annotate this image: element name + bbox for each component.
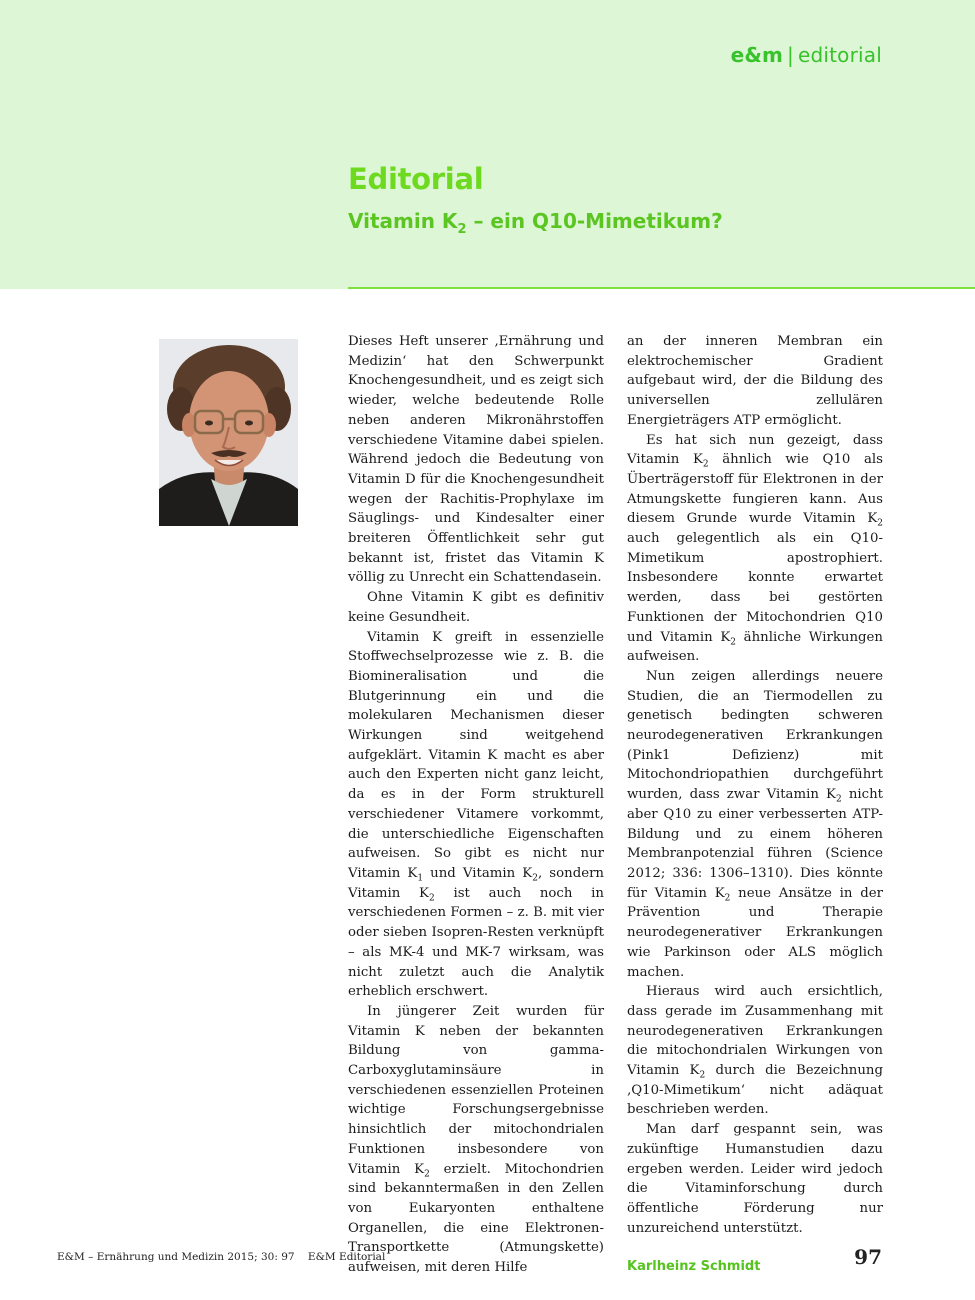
section-name: editorial [797, 43, 882, 67]
paragraph: Vitamin K greift in essenzielle Stoffwechselprozesse wie z. B. die Biomineralisation und die Blutgerinnung ein und die molekularen Mechanismen dieser Wirkungen sind weitgehend aufgeklärt. Vitamin K macht es aber auch den Experten nicht ganz leicht, da es in der Form strukturell verschiedener Vitamere vorkommt, die unterschiedliche Eigenschaften aufweisen. So gibt es nicht nur Vitamin $K_1$ und Vitamin $K_2$, sondern Vitamin $K_2$ ist auch noch in verschiedenen Formen – z. B. mit vier oder sieben Isopren-Resten verknüpft – als MK-4 und MK-7 wirksam, was nicht zuletzt auch die Analytik erheblich erschwert. [348, 629, 604, 1000]
page-number: 97 [854, 1245, 882, 1269]
paragraph: Man darf gespannt sein, was zukünftige Humanstudien dazu ergeben werden. Leider wird jedoch die Vitaminforschung durch öffentliche Förderung nur unzureichend unterstützt. [627, 1122, 883, 1236]
page-subtitle [348, 209, 723, 237]
article-column-left [348, 332, 604, 1278]
title-rule [348, 287, 975, 289]
subtitle-text-end: – ein Q10-Mimetikum? [466, 209, 723, 233]
subtitle-subscript: 2 [457, 222, 467, 237]
paragraph: Ohne Vitamin K gibt es definitiv keine Gesundheit. [348, 590, 604, 625]
paragraph: an der inneren Membran ein elektrochemischer Gradient aufgebaut wird, der die Bildung des universellen zellulären Energieträgers ATP ermöglicht. [627, 334, 883, 428]
paragraph: Dieses Heft unserer ‚Ernährung und Medizin‘ hat den Schwerpunkt Knochengesundheit, und es zeigt sich wieder, welche bedeutende Rolle neben anderen Mikronährstoffen verschiedene Vitamine dabei spielen. Während jedoch die Bedeutung von Vitamin D für die Knochengesundheit wegen der Rachitis-Prophylaxe im Säuglings- und Kindesalter einer breiteren Öffentlichkeit sehr gut bekannt ist, fristet das Vitamin K völlig zu Unrecht ein Schattendasein. [348, 334, 604, 586]
section-label [731, 43, 882, 67]
author-name: Karlheinz Schmidt [627, 1259, 761, 1275]
paragraph: Es hat sich nun gezeigt, dass Vitamin $K_2$ ähnlich wie Q10 als Überträgerstoff für Elektronen in der Atmungskette fungieren kann. Aus diesem Grunde wurde Vitamin $K_2$ auch gelegentlich als ein Q10-Mimetikum apostrophiert. Insbesondere konnte erwartet werden, dass bei gestörten Funktionen der Mitochondrien Q10 und Vitamin $K_2$ ähnliche Wirkungen aufweisen. [627, 432, 883, 665]
page-title: Editorial [348, 162, 484, 196]
paragraph: Hieraus wird auch ersichtlich, dass gerade im Zusammenhang mit neurodegenerativen Erkrankungen die mitochondrialen Wirkungen von Vitamin $K_2$ durch die Bezeichnung ‚Q10-Mimetikum‘ nicht adäquat beschrieben werden. [627, 984, 883, 1118]
article-column-right [627, 332, 883, 1277]
subtitle-text: Vitamin K [348, 209, 458, 233]
author-portrait-icon [159, 339, 298, 526]
section-brand: e&m [730, 43, 784, 67]
footer-citation [57, 1251, 385, 1263]
portrait-drawing [159, 339, 298, 526]
paragraph: In jüngerer Zeit wurden für Vitamin K neben der bekannten Bildung von gamma-Carboxyglutaminsäure in verschiedenen essenziellen Proteinen wichtige Forschungsergebnisse hinsichtlich der mitochondrialen Funktionen insbesondere von Vitamin $K_2$ erzielt. Mitochondrien sind bekanntermaßen in den Zellen von Eukaryonten enthaltene Organellen, die eine Elektronen-Transportkette (Atmungskette) aufweisen, mit deren Hilfe [348, 1003, 604, 1276]
section-separator: | [787, 43, 794, 67]
paragraph: Nun zeigen allerdings neuere Studien, die an Tiermodellen zu genetisch bedingten schweren neurodegenerativen Erkrankungen (Pink1 Defizienz) mit Mitochondriopathien durchgeführt wurden, dass zwar Vitamin $K_2$ nicht aber Q10 zu einer verbesserten ATP-Bildung und zu einem höheren Membranpotenzial führen (Science 2012; 336: 1306–1310). Dies könnte für Vitamin $K_2$ neue Ansätze in der Prävention und Therapie neurodegenerativer Erkrankungen wie Parkinson oder ALS möglich machen. [627, 668, 884, 980]
footer-citation-text: E&M – Ernährung und Medizin 2015; 30: 97 E&M Editorial [57, 1251, 386, 1263]
